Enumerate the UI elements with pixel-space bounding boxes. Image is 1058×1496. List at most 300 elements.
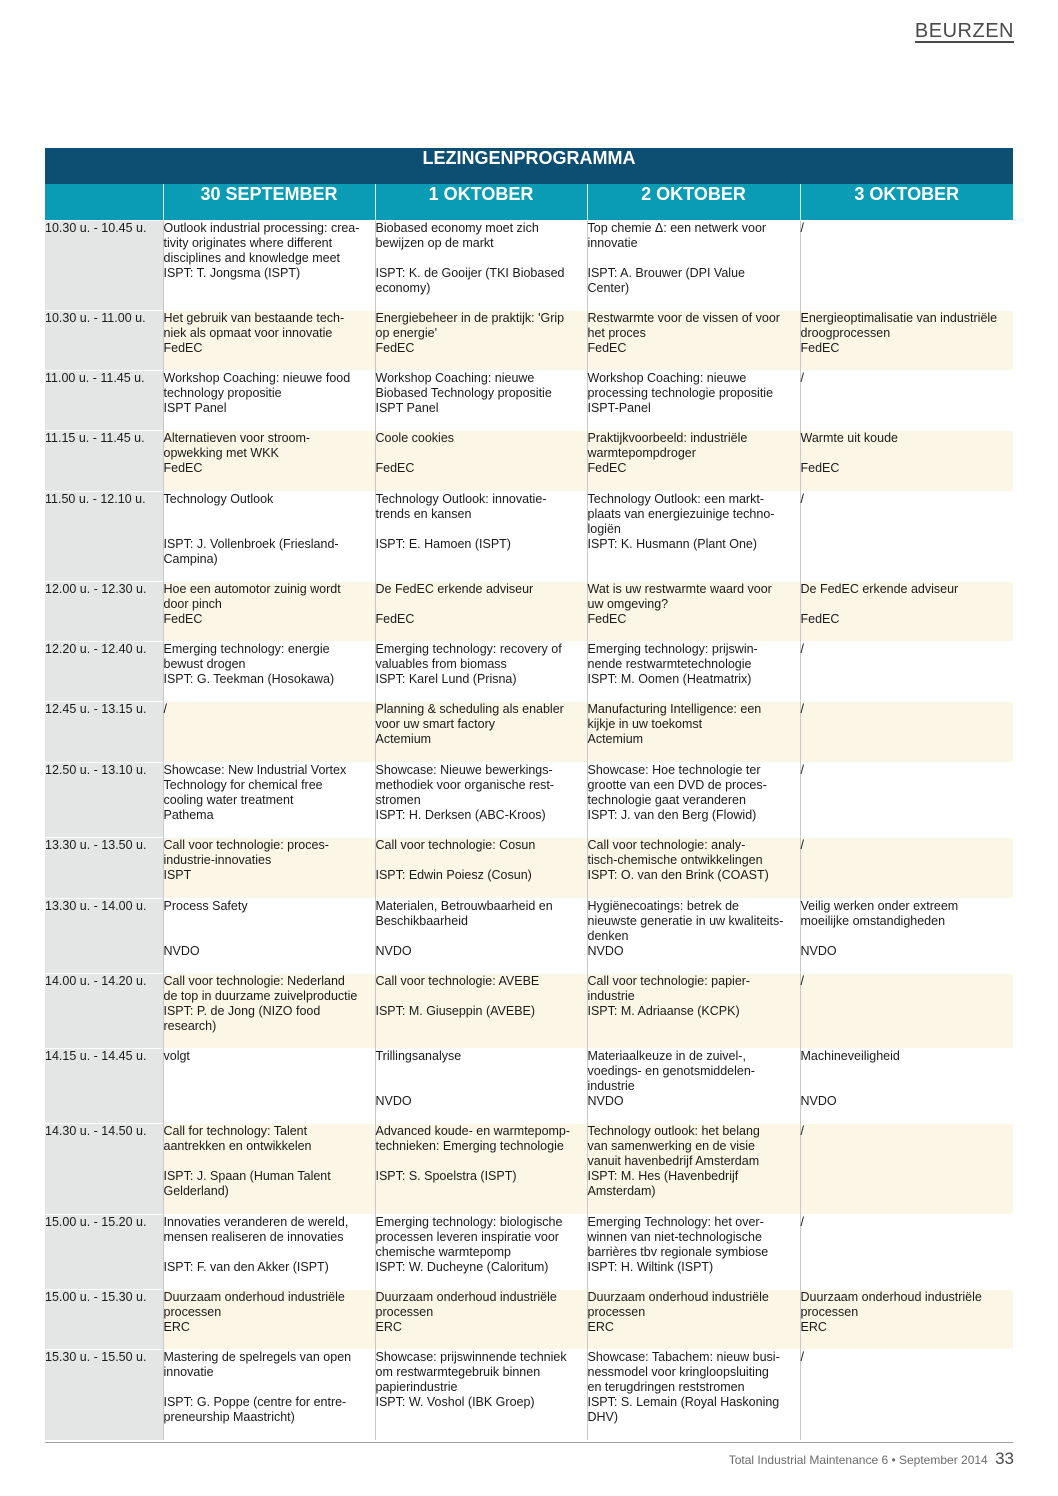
session-line: Duurzaam onderhoud industriële (375, 1290, 557, 1304)
session-line: processen (587, 1305, 646, 1319)
session-line: Biobased economy moet zich (375, 221, 539, 235)
session-line: / (800, 492, 804, 506)
session-line: nende restwarmtetechnologie (587, 657, 752, 671)
session-line: FedEC (800, 461, 840, 475)
session-line: / (800, 1124, 804, 1138)
session-line: disciplines and knowledge meet (163, 251, 340, 265)
session-line: Trillingsanalyse (375, 1049, 462, 1063)
session-cell (375, 1049, 587, 1124)
session-line: trends en kansen (375, 507, 472, 521)
session-line (801, 929, 1014, 944)
session-line: Call voor technologie: analy- (587, 838, 746, 852)
session-line: opwekking met WKK (163, 446, 279, 460)
session-line: bewijzen op de markt (375, 236, 494, 250)
session-line: volgt (163, 1049, 190, 1063)
session-line: Restwarmte voor de vissen of voor (587, 311, 780, 325)
session-line: plaats van energiezuinige techno- (587, 507, 775, 521)
session-cell (800, 582, 1013, 642)
session-cell (587, 431, 800, 492)
session-cell (800, 492, 1013, 582)
table-row (45, 899, 1013, 974)
session-line: Emerging Technology: het over- (587, 1215, 764, 1229)
session-cell (587, 642, 800, 702)
table-row (45, 1290, 1013, 1350)
session-line: FedEC (163, 341, 203, 355)
session-line: voor uw smart factory (375, 717, 495, 731)
session-line: Call voor technologie: proces- (163, 838, 329, 852)
session-line: ISPT: W. Voshol (IBK Groep) (375, 1395, 535, 1409)
session-line (376, 1154, 587, 1169)
table-row (45, 642, 1013, 702)
time-slot: 13.30 u. - 13.50 u. (45, 838, 163, 899)
page-footer (729, 1449, 1014, 1469)
session-line: papierindustrie (375, 1380, 458, 1394)
session-line: grootte van een DVD de proces- (587, 778, 767, 792)
session-line (164, 522, 375, 537)
session-cell (375, 1215, 587, 1290)
session-cell (587, 1350, 800, 1440)
session-line: om restwarmtegebruik binnen (375, 1365, 541, 1379)
session-line: Emerging technology: recovery of (375, 642, 562, 656)
session-line: mensen realiseren de innovaties (163, 1230, 344, 1244)
time-slot: 15.00 u. - 15.30 u. (45, 1290, 163, 1350)
session-line: van samenwerking en de visie (587, 1139, 755, 1153)
session-line: Call voor technologie: Cosun (375, 838, 536, 852)
session-cell (800, 642, 1013, 702)
time-slot: 13.30 u. - 14.00 u. (45, 899, 163, 974)
session-line: ISPT: S. Lemain (Royal Haskoning (587, 1395, 780, 1409)
session-line: technieken: Emerging technologie (375, 1139, 564, 1153)
session-line: Emerging technology: energie (163, 642, 330, 656)
session-cell (163, 221, 375, 311)
session-cell (587, 899, 800, 974)
session-cell (375, 371, 587, 431)
time-slot: 12.00 u. - 12.30 u. (45, 582, 163, 642)
session-line: Materiaalkeuze in de zuivel-, (587, 1049, 746, 1063)
session-cell (375, 838, 587, 899)
session-cell (800, 838, 1013, 899)
session-line: Advanced koude- en warmtepomp- (375, 1124, 571, 1138)
session-line: Call voor technologie: papier- (587, 974, 751, 988)
session-cell (163, 1215, 375, 1290)
session-line: FedEC (375, 461, 415, 475)
session-cell (375, 492, 587, 582)
session-line: Coole cookies (375, 431, 455, 445)
table-row (45, 763, 1013, 838)
time-slot: 11.00 u. - 11.45 u. (45, 371, 163, 431)
session-line: chemische warmtepomp (375, 1245, 511, 1259)
day-header: 3 OKTOBER (800, 184, 1013, 221)
session-line: FedEC (587, 341, 627, 355)
session-line: ISPT Panel (163, 401, 227, 415)
session-line (376, 597, 587, 612)
lecture-program-table (45, 148, 1013, 1440)
session-line: preneurship Maastricht) (163, 1410, 295, 1424)
session-cell (163, 1290, 375, 1350)
table-bottom-rule (45, 1442, 1013, 1443)
time-slot: 15.30 u. - 15.50 u. (45, 1350, 163, 1440)
time-slot: 11.50 u. - 12.10 u. (45, 492, 163, 582)
table-row (45, 431, 1013, 492)
session-line: bewust drogen (163, 657, 246, 671)
session-line: kijkje in uw toekomst (587, 717, 703, 731)
session-line: warmtepompdroger (587, 446, 696, 460)
session-cell (587, 371, 800, 431)
session-line: / (800, 763, 804, 777)
session-line: / (800, 221, 804, 235)
section-label: BEURZEN (914, 20, 1014, 42)
session-line (588, 251, 800, 266)
session-line: Emerging technology: biologische (375, 1215, 563, 1229)
session-line: Actemium (375, 732, 432, 746)
session-line: FedEC (800, 341, 840, 355)
session-line: / (800, 838, 804, 852)
time-slot: 12.50 u. - 13.10 u. (45, 763, 163, 838)
session-line: technology propositie (163, 386, 282, 400)
session-line: NVDO (163, 944, 200, 958)
session-line: het proces (587, 326, 646, 340)
session-line: ERC (375, 1320, 402, 1334)
session-line: Hygiënecoatings: betrek de (587, 899, 739, 913)
session-line (376, 446, 587, 461)
session-line: Campina) (163, 552, 218, 566)
session-line: ISPT: M. Giuseppin (AVEBE) (375, 1004, 536, 1018)
session-line: NVDO (375, 944, 412, 958)
time-slot: 15.00 u. - 15.20 u. (45, 1215, 163, 1290)
day-header: 1 OKTOBER (375, 184, 587, 221)
session-line: ISPT: G. Teekman (Hosokawa) (163, 672, 335, 686)
session-line (164, 507, 375, 522)
day-header-row (45, 184, 1013, 221)
session-cell (163, 492, 375, 582)
session-line: methodiek voor organische rest- (375, 778, 555, 792)
session-line: Materialen, Betrouwbaarheid en (375, 899, 553, 913)
session-line: Workshop Coaching: nieuwe food (163, 371, 351, 385)
session-line: tisch-chemische ontwikkelingen (587, 853, 763, 867)
time-slot: 10.30 u. - 11.00 u. (45, 311, 163, 371)
session-line: processen leveren inspiratie voor (375, 1230, 559, 1244)
session-line: innovatie (587, 236, 638, 250)
session-line: NVDO (800, 1094, 837, 1108)
session-line: ISPT: Karel Lund (Prisna) (375, 672, 517, 686)
time-slot: 12.20 u. - 12.40 u. (45, 642, 163, 702)
session-line: Hoe een automotor zuinig wordt (163, 582, 341, 596)
session-line: Gelderland) (163, 1184, 229, 1198)
session-cell (375, 221, 587, 311)
session-line: FedEC (587, 461, 627, 475)
session-cell (375, 642, 587, 702)
session-line: Technology Outlook (163, 492, 274, 506)
session-line: / (800, 371, 804, 385)
session-line: ISPT: J. Vollenbroek (Friesland- (163, 537, 339, 551)
session-line: ISPT Panel (375, 401, 439, 415)
session-line: winnen van niet-technologische (587, 1230, 762, 1244)
session-line: / (800, 1350, 804, 1364)
session-line: Biobased Technology propositie (375, 386, 552, 400)
table-row (45, 1215, 1013, 1290)
table-row (45, 1350, 1013, 1440)
session-line: op energie' (375, 326, 437, 340)
session-cell (800, 1350, 1013, 1440)
session-line: ISPT: J. Spaan (Human Talent (163, 1169, 331, 1183)
time-slot: 11.15 u. - 11.45 u. (45, 431, 163, 492)
session-cell (163, 582, 375, 642)
table-row (45, 492, 1013, 582)
session-cell (375, 763, 587, 838)
session-cell (587, 763, 800, 838)
session-line: Showcase: Nieuwe bewerkings- (375, 763, 553, 777)
session-line: ISPT: S. Spoelstra (ISPT) (375, 1169, 517, 1183)
session-cell (587, 582, 800, 642)
session-cell (375, 974, 587, 1049)
session-line (164, 1380, 375, 1395)
time-column-header (45, 184, 163, 221)
session-line: NVDO (375, 1094, 412, 1108)
time-slot: 10.30 u. - 10.45 u. (45, 221, 163, 311)
session-line: Energieoptimalisatie van industriële (800, 311, 998, 325)
table-row (45, 702, 1013, 763)
session-cell (800, 1290, 1013, 1350)
session-cell (587, 311, 800, 371)
session-cell (163, 1124, 375, 1215)
session-line: Actemium (587, 732, 644, 746)
session-line (164, 914, 375, 929)
session-line: Pathema (163, 808, 214, 822)
session-line: De FedEC erkende adviseur (800, 582, 959, 596)
session-line: NVDO (800, 944, 837, 958)
session-cell (800, 899, 1013, 974)
session-line: NVDO (587, 944, 624, 958)
session-cell (375, 311, 587, 371)
session-line: Het gebruik van bestaande tech- (163, 311, 345, 325)
time-slot: 14.30 u. - 14.50 u. (45, 1124, 163, 1215)
session-cell (375, 1290, 587, 1350)
session-cell (163, 371, 375, 431)
session-cell (587, 1215, 800, 1290)
session-line: logiën (587, 522, 621, 536)
session-line: FedEC (163, 461, 203, 475)
session-line: Warmte uit koude (800, 431, 898, 445)
session-cell (163, 1350, 375, 1440)
session-line: ISPT-Panel (587, 401, 651, 415)
session-line: industrie (587, 1079, 635, 1093)
publication-info: Total Industrial Maintenance 6 • September 2014 (728, 1453, 988, 1467)
session-line: innovatie (163, 1365, 214, 1379)
session-cell (587, 1049, 800, 1124)
session-line: / (163, 702, 167, 716)
session-line: nieuwste generatie in uw kwaliteits- (587, 914, 784, 928)
session-line: FedEC (163, 612, 203, 626)
session-line: Beschikbaarheid (375, 914, 468, 928)
session-line: / (800, 702, 804, 716)
session-line: Call voor technologie: AVEBE (375, 974, 540, 988)
session-line: Alternatieven voor stroom- (163, 431, 311, 445)
time-slot: 14.00 u. - 14.20 u. (45, 974, 163, 1049)
session-line (376, 522, 587, 537)
session-line: ISPT: W. Ducheyne (Caloritum) (375, 1260, 549, 1274)
session-line (376, 251, 587, 266)
session-line: Call for technology: Talent (163, 1124, 308, 1138)
table-title: LEZINGENPROGRAMMA (45, 148, 1013, 184)
session-cell (375, 899, 587, 974)
session-line: Showcase: New Industrial Vortex (163, 763, 347, 777)
session-line: ISPT: H. Derksen (ABC-Kroos) (375, 808, 546, 822)
session-cell (375, 431, 587, 492)
session-line: Energiebeheer in de praktijk: 'Grip (375, 311, 565, 325)
session-cell (163, 431, 375, 492)
session-line: ISPT: O. van den Brink (COAST) (587, 868, 769, 882)
session-line: Showcase: prijswinnende techniek (375, 1350, 567, 1364)
session-line: / (800, 1215, 804, 1229)
page-number: 33 (995, 1449, 1014, 1468)
session-cell (800, 974, 1013, 1049)
session-line: ISPT: E. Hamoen (ISPT) (375, 537, 511, 551)
table-row (45, 974, 1013, 1049)
session-line: door pinch (163, 597, 222, 611)
session-line: voedings- en genotsmiddelen- (587, 1064, 755, 1078)
session-line: / (800, 642, 804, 656)
session-line: Emerging technology: prijswin- (587, 642, 758, 656)
session-line: Workshop Coaching: nieuwe (587, 371, 747, 385)
session-cell (587, 221, 800, 311)
session-cell (163, 838, 375, 899)
session-cell (800, 221, 1013, 311)
session-line: Technology for chemical free (163, 778, 323, 792)
session-line: De FedEC erkende adviseur (375, 582, 534, 596)
session-cell (375, 1350, 587, 1440)
session-line: NVDO (587, 1094, 624, 1108)
session-line: uw omgeving? (587, 597, 669, 611)
session-cell (587, 974, 800, 1049)
session-line (801, 446, 1014, 461)
session-cell (800, 1215, 1013, 1290)
session-line: Workshop Coaching: nieuwe (375, 371, 535, 385)
session-cell (163, 311, 375, 371)
session-line: aantrekken en ontwikkelen (163, 1139, 312, 1153)
session-line: cooling water treatment (163, 793, 294, 807)
session-cell (800, 311, 1013, 371)
session-cell (163, 974, 375, 1049)
session-line: ERC (587, 1320, 614, 1334)
session-line: Center) (587, 281, 630, 295)
session-line: Duurzaam onderhoud industriële (163, 1290, 345, 1304)
session-line: ISPT: G. Poppe (centre for entre- (163, 1395, 347, 1409)
session-line (376, 1064, 587, 1079)
table-row (45, 582, 1013, 642)
session-line: processen (163, 1305, 222, 1319)
session-line: ISPT: Edwin Poiesz (Cosun) (375, 868, 532, 882)
session-line: nessmodel voor kringloopsluiting (587, 1365, 769, 1379)
session-cell (800, 371, 1013, 431)
session-cell (163, 642, 375, 702)
session-line: valuables from biomass (375, 657, 507, 671)
session-line: research) (163, 1019, 217, 1033)
session-line (801, 1064, 1014, 1079)
session-line: Duurzaam onderhoud industriële (800, 1290, 982, 1304)
session-line: ERC (800, 1320, 827, 1334)
session-line: Call voor technologie: Nederland (163, 974, 345, 988)
session-cell (163, 702, 375, 763)
session-cell (800, 702, 1013, 763)
session-cell (375, 582, 587, 642)
session-line: stromen (375, 793, 421, 807)
session-line: processen (375, 1305, 434, 1319)
table-row (45, 1049, 1013, 1124)
session-line: ISPT: J. van den Berg (Flowid) (587, 808, 757, 822)
session-line: ISPT: M. Hes (Havenbedrijf (587, 1169, 739, 1183)
session-line: industrie (587, 989, 635, 1003)
session-cell (587, 492, 800, 582)
session-line: ISPT: K. Husmann (Plant One) (587, 537, 758, 551)
session-line: Mastering de spelregels van open (163, 1350, 352, 1364)
session-line: barrières tbv regionale symbiose (587, 1245, 769, 1259)
time-slot: 14.15 u. - 14.45 u. (45, 1049, 163, 1124)
session-line: Duurzaam onderhoud industriële (587, 1290, 769, 1304)
session-line: niek als opmaat voor innovatie (163, 326, 333, 340)
session-cell (375, 702, 587, 763)
session-line: economy) (375, 281, 431, 295)
session-line: FedEC (375, 612, 415, 626)
table-row (45, 838, 1013, 899)
session-line (376, 1079, 587, 1094)
session-line: Machineveiligheid (800, 1049, 900, 1063)
session-line: de top in duurzame zuivelproductie (163, 989, 358, 1003)
session-line: DHV) (587, 1410, 619, 1424)
session-line: Wat is uw restwarmte waard voor (587, 582, 772, 596)
session-cell (800, 431, 1013, 492)
session-line (164, 1245, 375, 1260)
session-line: en terugdringen reststromen (587, 1380, 745, 1394)
session-line: Process Safety (163, 899, 248, 913)
session-cell (375, 1124, 587, 1215)
session-line: processing technologie propositie (587, 386, 774, 400)
table-row (45, 311, 1013, 371)
session-line (376, 989, 587, 1004)
day-header: 30 SEPTEMBER (163, 184, 375, 221)
session-line: Veilig werken onder extreem (800, 899, 959, 913)
session-cell (800, 1124, 1013, 1215)
session-line: Amsterdam) (587, 1184, 656, 1198)
table-row (45, 371, 1013, 431)
session-line: vanuit havenbedrijf Amsterdam (587, 1154, 760, 1168)
session-line (376, 853, 587, 868)
session-line: ISPT: T. Jongsma (ISPT) (163, 266, 301, 280)
session-cell (587, 1290, 800, 1350)
session-cell (163, 763, 375, 838)
session-line: Top chemie Δ: een netwerk voor (587, 221, 767, 235)
session-line: ISPT: A. Brouwer (DPI Value (587, 266, 745, 280)
session-line: moeilijke omstandigheden (800, 914, 946, 928)
session-line: ISPT: K. de Gooijer (TKI Biobased (375, 266, 565, 280)
session-line: ERC (163, 1320, 190, 1334)
session-line: Planning & scheduling als enabler (375, 702, 564, 716)
session-line (801, 597, 1014, 612)
session-line: FedEC (375, 341, 415, 355)
session-line: / (800, 974, 804, 988)
session-line: ISPT: P. de Jong (NIZO food (163, 1004, 321, 1018)
session-line: ISPT: M. Oomen (Heatmatrix) (587, 672, 752, 686)
session-line: Innovaties veranderen de wereld, (163, 1215, 349, 1229)
session-cell (587, 702, 800, 763)
session-line: processen (800, 1305, 859, 1319)
time-slot: 12.45 u. - 13.15 u. (45, 702, 163, 763)
table-row (45, 221, 1013, 311)
table-row (45, 1124, 1013, 1215)
session-cell (163, 1049, 375, 1124)
session-line: industrie-innovaties (163, 853, 272, 867)
day-header: 2 OKTOBER (587, 184, 800, 221)
session-line: Praktijkvoorbeeld: industriële (587, 431, 748, 445)
